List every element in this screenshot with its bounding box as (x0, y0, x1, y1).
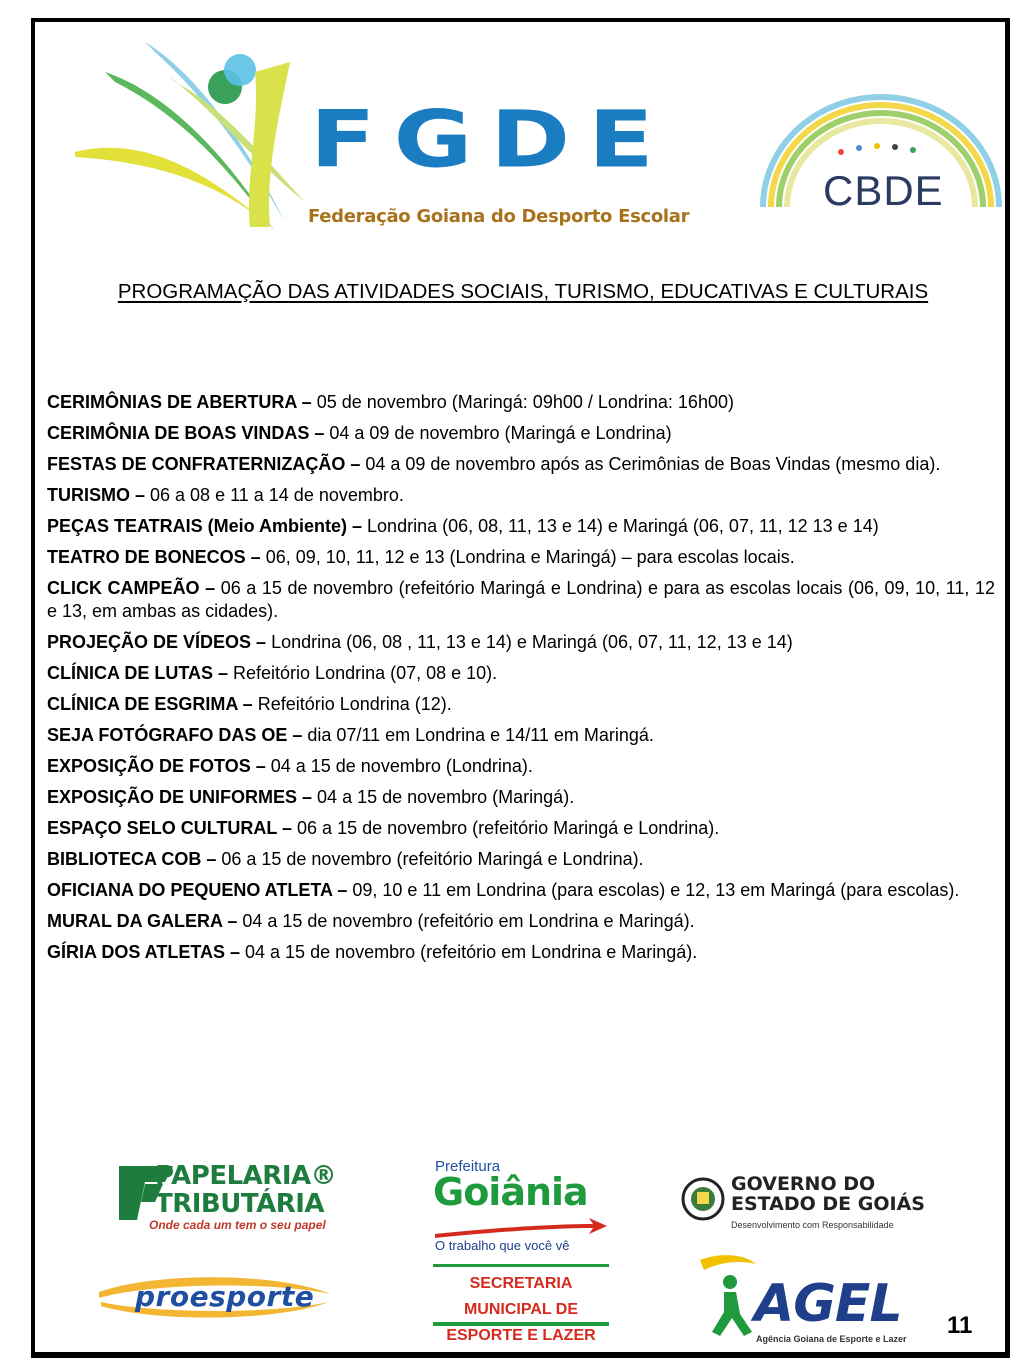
secretaria-municipal: SECRETARIA MUNICIPAL DE ESPORTE E LAZER (433, 1264, 609, 1326)
activity-item (47, 515, 995, 538)
activity-item (47, 786, 995, 809)
page-frame (31, 18, 1010, 1358)
prefeitura-slogan: O trabalho que você vê (435, 1238, 570, 1253)
activity-item (47, 817, 995, 840)
activity-item (47, 941, 995, 964)
activity-item (47, 693, 995, 716)
prefeitura-city: Goiânia (433, 1170, 588, 1214)
prefeitura-label: Prefeitura (435, 1158, 501, 1175)
fgde-acronym: FGDE (310, 93, 672, 186)
red-arrow-icon (433, 1216, 609, 1238)
activity-label: EXPOSIÇÃO DE UNIFORMES – (47, 787, 313, 807)
activity-item (47, 755, 995, 778)
activity-label: PROJEÇÃO DE VÍDEOS – (47, 632, 267, 652)
activity-details: 09, 10 e 11 em Londrina (para escolas) e 12, 13 em Maringá (para escolas). (347, 880, 960, 900)
activity-item (47, 631, 995, 654)
activity-details: Refeitório Londrina (12). (252, 694, 452, 714)
governo-goias-logo (681, 1170, 961, 1240)
activity-item (47, 910, 995, 933)
prefeitura-goiania-logo (433, 1154, 613, 1354)
fgde-swoosh-icon (75, 42, 315, 242)
activity-details: 04 a 15 de novembro (Londrina). (265, 756, 533, 776)
activity-label: CLÍNICA DE LUTAS – (47, 663, 229, 683)
activity-item (47, 724, 995, 747)
governo-slogan: Desenvolvimento com Responsabilidade (731, 1220, 894, 1230)
activity-details: Londrina (06, 08, 11, 13 e 14) e Maringá (06, 07, 11, 12 13 e 14) (362, 516, 879, 536)
activity-details: Londrina (06, 08 , 11, 13 e 14) e Maringá (06, 07, 11, 12, 13 e 14) (266, 632, 793, 652)
activity-label: TEATRO DE BONECOS – (47, 547, 261, 567)
activity-details: Refeitório Londrina (07, 08 e 10). (228, 663, 498, 683)
activity-details: 06 a 15 de novembro (refeitório Maringá e Londrina). (292, 818, 720, 838)
cbde-acronym: CBDE (823, 167, 944, 214)
activity-item (47, 546, 995, 569)
activity-label: MURAL DA GALERA – (47, 911, 238, 931)
activity-label: GÍRIA DOS ATLETAS – (47, 942, 241, 962)
activity-item (47, 848, 995, 871)
activities-list (47, 391, 995, 972)
activity-details: dia 07/11 em Londrina e 14/11 em Maringá. (302, 725, 654, 745)
activity-item (47, 484, 995, 507)
activity-label: TURISMO – (47, 485, 146, 505)
activity-details: 04 a 09 de novembro após as Cerimônias de Boas Vindas (mesmo dia). (360, 454, 941, 474)
activity-details: 04 a 15 de novembro (Maringá). (312, 787, 575, 807)
activity-item (47, 879, 995, 902)
papelaria-tributaria-logo (85, 1160, 345, 1240)
fgde-full-name: Federação Goiana do Desporto Escolar (308, 206, 690, 227)
activity-item (47, 422, 995, 445)
governo-title: GOVERNO DO ESTADO DE GOIÁS (731, 1173, 925, 1215)
agel-wordmark: AGEL (754, 1274, 902, 1334)
activity-label: CLÍNICA DE ESGRIMA – (47, 694, 253, 714)
activity-details: 05 de novembro (Maringá: 09h00 / Londrina: 16h00) (311, 392, 734, 412)
activity-details: 06, 09, 10, 11, 12 e 13 (Londrina e Maringá) – para escolas locais. (260, 547, 795, 567)
activity-label: BIBLIOTECA COB – (47, 849, 217, 869)
activity-label: CLICK CAMPEÃO – (47, 578, 216, 598)
activity-item (47, 453, 995, 476)
activity-details: 06 a 15 de novembro (refeitório Maringá e Londrina) e para as escolas locais (06, 09, 10, 11, 12 e 13, em ambas as cidades). (47, 578, 995, 621)
document-title: PROGRAMAÇÃO DAS ATIVIDADES SOCIAIS, TURISMO, EDUCATIVAS E CULTURAIS (117, 280, 929, 303)
activity-label: CERIMÔNIAS DE ABERTURA – (47, 392, 312, 412)
activity-label: ESPAÇO SELO CULTURAL – (47, 818, 293, 838)
activity-item (47, 577, 995, 623)
activity-item (47, 391, 995, 414)
activity-label: SEJA FOTÓGRAFO DAS OE – (47, 725, 303, 745)
activity-details: 06 a 15 de novembro (refeitório Maringá e Londrina). (216, 849, 644, 869)
torch-runner-icon (690, 1252, 760, 1352)
papelaria-name: PAPELARIA® TRIBUTÁRIA (155, 1161, 337, 1219)
activity-item (47, 662, 995, 685)
activity-details: 04 a 15 de novembro (refeitório em Londrina e Maringá). (237, 911, 695, 931)
agel-full-name: Agência Goiana de Esporte e Lazer (756, 1334, 907, 1344)
papelaria-slogan: Onde cada um tem o seu papel (149, 1218, 326, 1232)
activity-label: OFICIANA DO PEQUENO ATLETA – (47, 880, 348, 900)
activity-label: FESTAS DE CONFRATERNIZAÇÃO – (47, 454, 361, 474)
activity-label: CERIMÔNIA DE BOAS VINDAS – (47, 423, 325, 443)
activity-label: PEÇAS TEATRAIS (Meio Ambiente) – (47, 516, 363, 536)
fgde-logo (75, 42, 775, 242)
agel-logo (690, 1252, 950, 1352)
activity-details: 06 a 08 e 11 a 14 de novembro. (145, 485, 404, 505)
cbde-logo (755, 92, 1005, 212)
proesporte-wordmark: proesporte (135, 1280, 315, 1313)
activity-details: 04 a 09 de novembro (Maringá e Londrina) (324, 423, 672, 443)
state-seal-icon (681, 1174, 725, 1224)
activity-label: EXPOSIÇÃO DE FOTOS – (47, 756, 266, 776)
activity-details: 04 a 15 de novembro (refeitório em Londrina e Maringá). (240, 942, 698, 962)
page-number: 11 (947, 1312, 973, 1339)
proesporte-logo (95, 1272, 335, 1322)
